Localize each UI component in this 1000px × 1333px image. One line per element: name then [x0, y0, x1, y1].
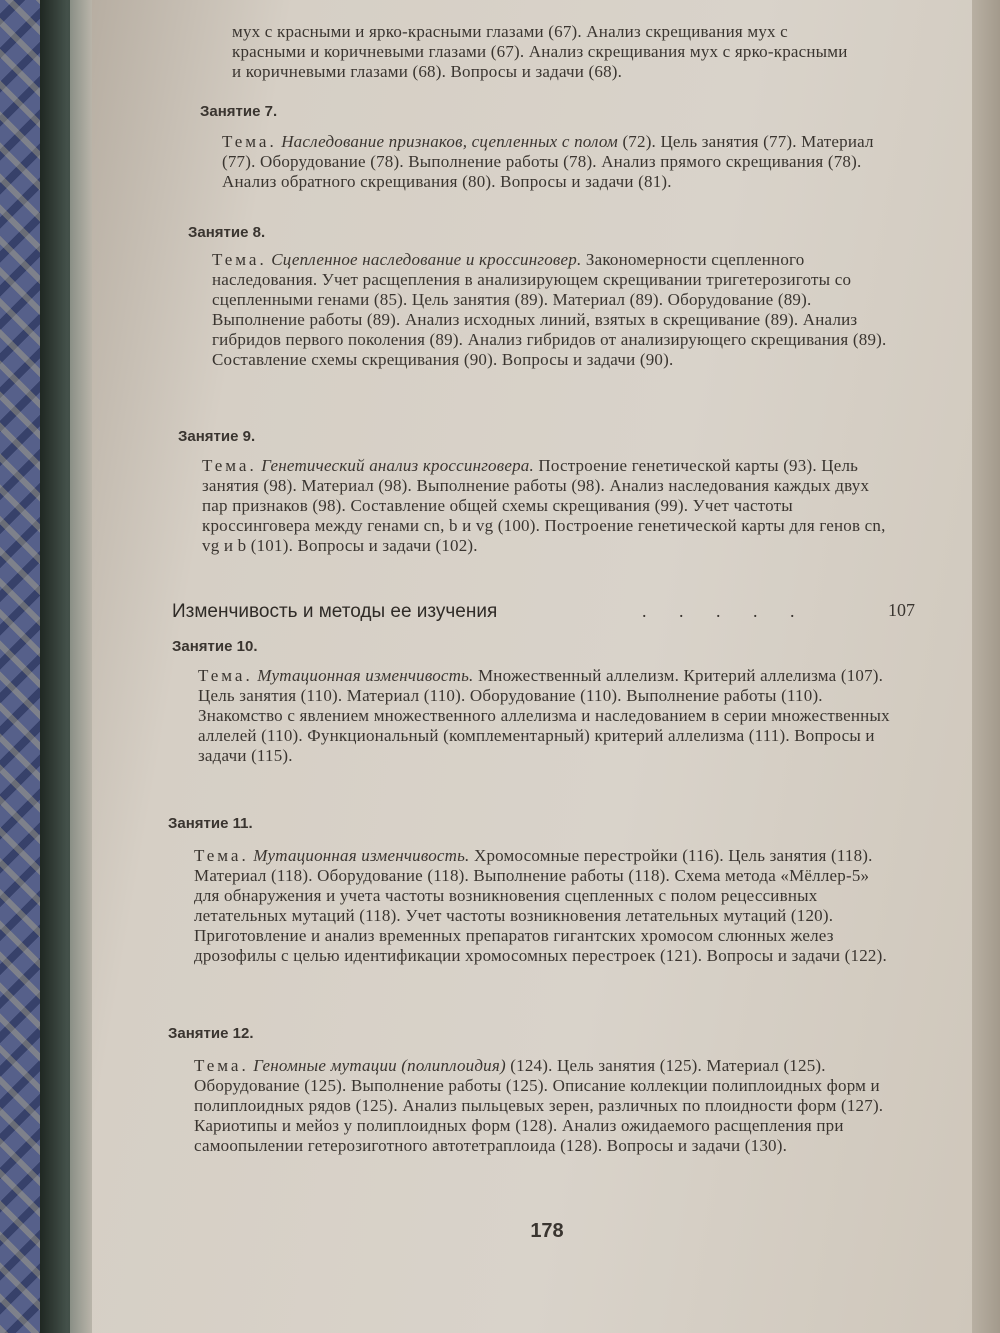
tema-label: Тема. — [222, 132, 277, 151]
lesson-12-text — [164, 1056, 894, 1156]
lesson-9-text — [172, 456, 897, 556]
lesson-11-text — [164, 846, 894, 966]
tema-label: Тема. — [198, 666, 253, 685]
lesson-7-text — [192, 132, 882, 192]
lesson-10-contents: Множественный аллелизм. Критерий аллелизма (107). Цель занятия (110). Материал (110). Оборудование (110). Выполнение работы (110). Знакомство с явлением множественного аллелизма и наследованием в серии множественных аллелей (110). Функциональный (комплементарный) критерий аллелизма (111). Вопросы и задачи (115). — [198, 666, 890, 765]
lesson-8-text — [182, 250, 892, 370]
lesson-12-contents: (124). Цель занятия (125). Материал (125). Оборудование (125). Выполнение работы (125). Описание коллекции полиплоидных форм и полиплоидных рядов (125). Анализ пыльцевых зерен, различных по плоидности форм (127). Кариотипы и мейоз у полиплоидных форм (128). Анализ ожидаемого расщепления при самоопылении гетерозиготного автотетраплоида (128). Вопросы и задачи (130). — [194, 1056, 884, 1155]
section-page-number: 107 — [888, 600, 915, 620]
lesson-10-heading: Занятие 10. — [172, 638, 258, 655]
lesson-8-topic: Сцепленное наследование и кроссинговер. — [271, 250, 582, 269]
tema-label: Тема. — [202, 456, 257, 475]
lesson-8-contents: Закономерности сцепленного наследования. Учет расщепления в анализирующем скрещивании тригетерозиготы со сцепленными генами (85). Цель занятия (89). Материал (89). Оборудование (89). Выполнение работы (89). Анализ исходных линий, взятых в скрещивание (89). Анализ гибридов первого поколения (89). Анализ гибридов от анализирующего скрещивания (89). Составление схемы скрещивания (90). Вопросы и задачи (90). — [212, 250, 887, 369]
leader-dots: . . . . . — [642, 601, 809, 621]
lesson-11-contents: Хромосомные перестройки (116). Цель занятия (118). Материал (118). Оборудование (118). Выполнение работы (118). Схема метода «Мёллер-5» для обнаружения и учета частоты возникновения сцепленных с полом рецессивных летательных мутаций (118). Учет частоты возникновения летательных мутаций (120). Приготовление и анализ временных препаратов гигантских хромосом слюнных желез дрозофилы с целью идентификации хромосомных перестроек (121). Вопросы и задачи (122). — [194, 846, 887, 965]
tema-label: Тема. — [212, 250, 267, 269]
lesson-10-topic: Мутационная изменчивость. — [257, 666, 474, 685]
lesson-8-heading: Занятие 8. — [188, 224, 266, 241]
book-page — [92, 0, 972, 1333]
lesson-11-heading: Занятие 11. — [168, 815, 253, 832]
lesson-9-contents: Построение генетической карты (93). Цель занятия (98). Материал (98). Выполнение работы (98). Анализ наследования каждых двух пар признаков (98). Составление общей схемы скрещивания (99). Учет частоты кроссинговера между генами cn, b и vg (100). Построение генетической карты для генов cn, vg и b (101). Вопросы и задачи (102). — [202, 456, 886, 555]
lesson-9-topic: Генетический анализ кроссинговера. — [261, 456, 534, 475]
section-title: Изменчивость и методы ее изучения — [172, 601, 498, 622]
page-number: 178 — [530, 1220, 564, 1242]
lesson-9-heading: Занятие 9. — [178, 428, 256, 445]
lesson-7-heading: Занятие 7. — [200, 103, 278, 120]
tema-label: Тема. — [194, 1056, 249, 1075]
lesson-12-topic: Геномные мутации (полиплоидия) — [253, 1056, 506, 1075]
lesson-12-heading: Занятие 12. — [168, 1025, 254, 1042]
top-continuation-text: мух с красными и ярко-красными глазами (67). Анализ скрещивания мух с красными и коричневыми глазами (67). Анализ скрещивания мух с ярко-красными и коричневыми глазами (68). Вопросы и задачи (68). — [232, 22, 848, 81]
tema-label: Тема. — [194, 846, 249, 865]
lesson-10-text — [168, 666, 898, 766]
lesson-11-topic: Мутационная изменчивость. — [253, 846, 470, 865]
lesson-7-contents: (72). Цель занятия (77). Материал (77). Оборудование (78). Выполнение работы (78). Анализ прямого скрещивания (78). Анализ обратного скрещивания (80). Вопросы и задачи (81). — [222, 132, 874, 191]
lesson-7-topic: Наследование признаков, сцепленных с полом — [281, 132, 618, 151]
